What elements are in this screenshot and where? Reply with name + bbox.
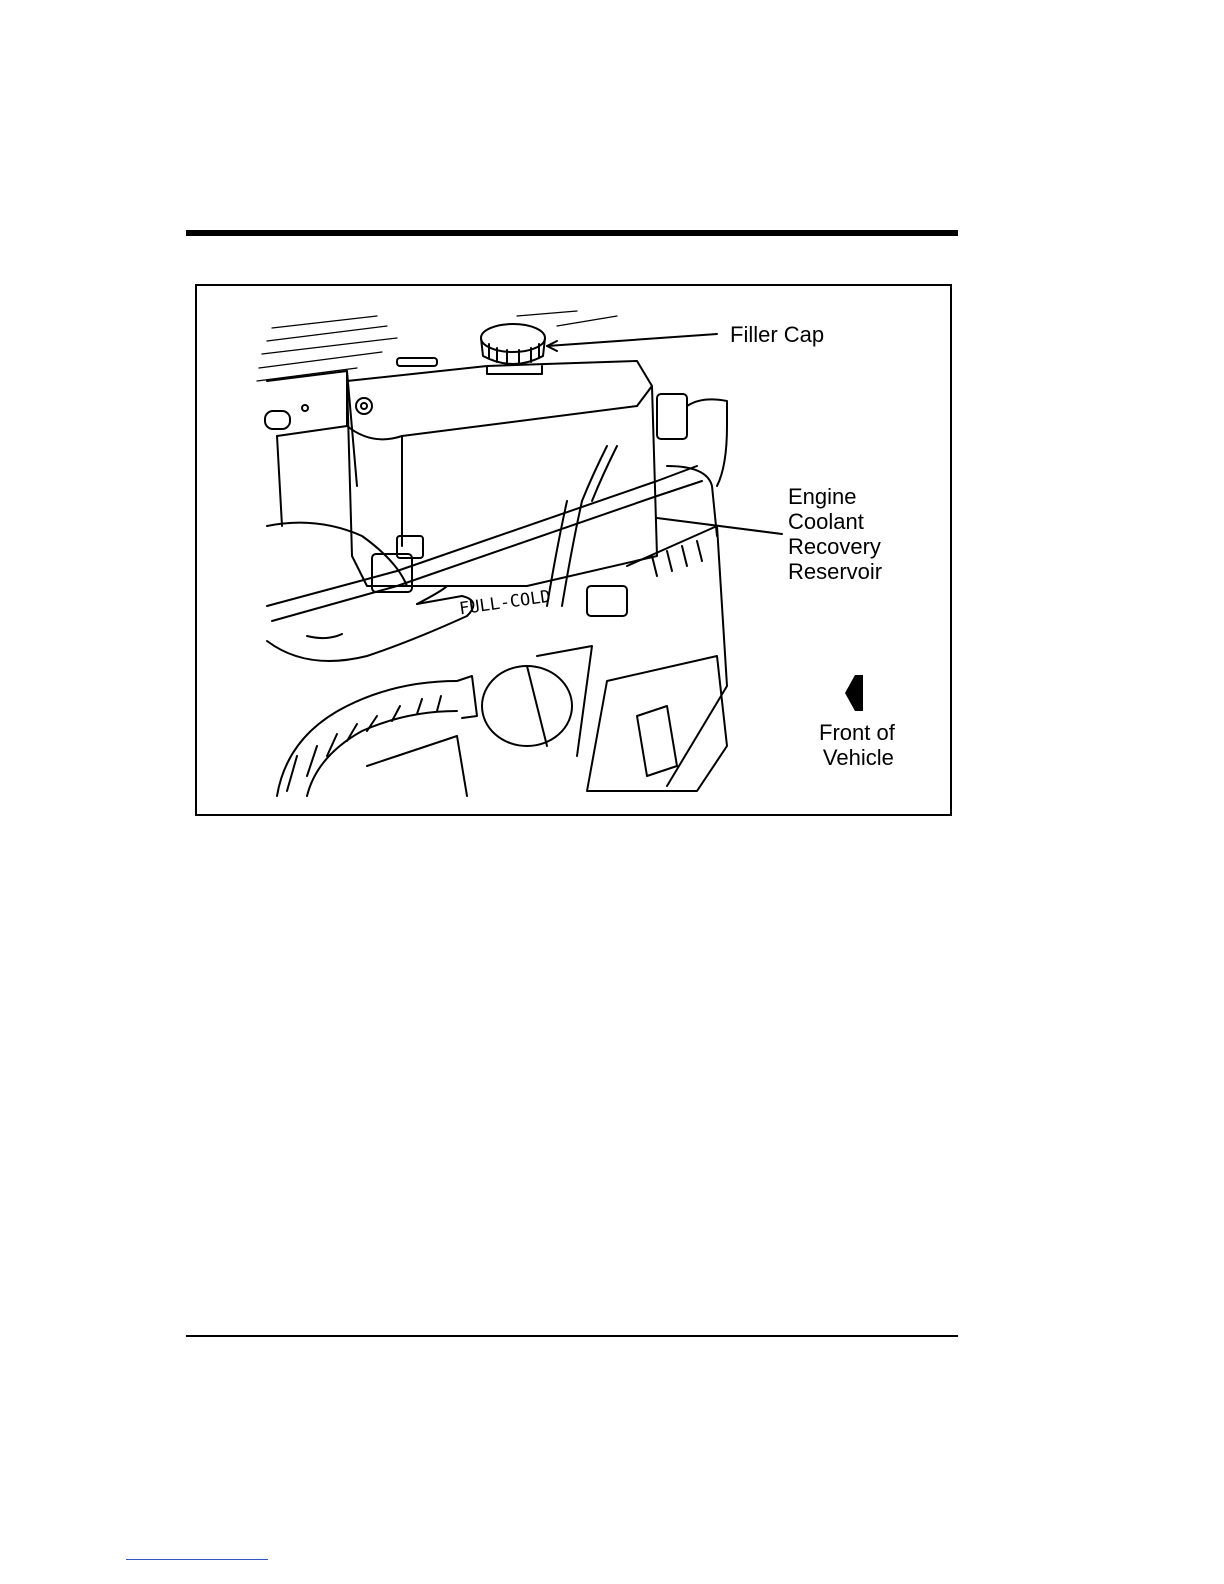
hand-drawing (267, 523, 473, 661)
arrow-left-icon (845, 673, 869, 713)
filler-cap-drawing (481, 324, 545, 364)
reservoir-tank (347, 361, 657, 586)
lower-components (277, 646, 592, 796)
filler-cap-label: Filler Cap (730, 322, 825, 347)
reservoir-label-line-3: Recovery (788, 534, 881, 559)
filler-cap-leader (547, 334, 717, 346)
front-label-line-1: Front of (819, 720, 895, 745)
front-label-line-2: Vehicle (822, 745, 894, 770)
reservoir-label (788, 484, 882, 584)
header-rule (186, 230, 958, 236)
full-cold-mark: FULL-COLD (457, 586, 552, 620)
reservoir-label-line-2: Coolant (788, 509, 864, 534)
front-of-vehicle-label (819, 720, 895, 770)
figure-frame (195, 284, 952, 816)
footnote-rule (126, 1559, 268, 1560)
reservoir-label-line-4: Reservoir (788, 559, 883, 584)
footer-rule (186, 1335, 958, 1337)
reservoir-leader (657, 518, 782, 534)
wiring-harness (547, 394, 687, 616)
engine-parts (587, 399, 727, 791)
reservoir-label-line-1: Engine (788, 484, 857, 509)
